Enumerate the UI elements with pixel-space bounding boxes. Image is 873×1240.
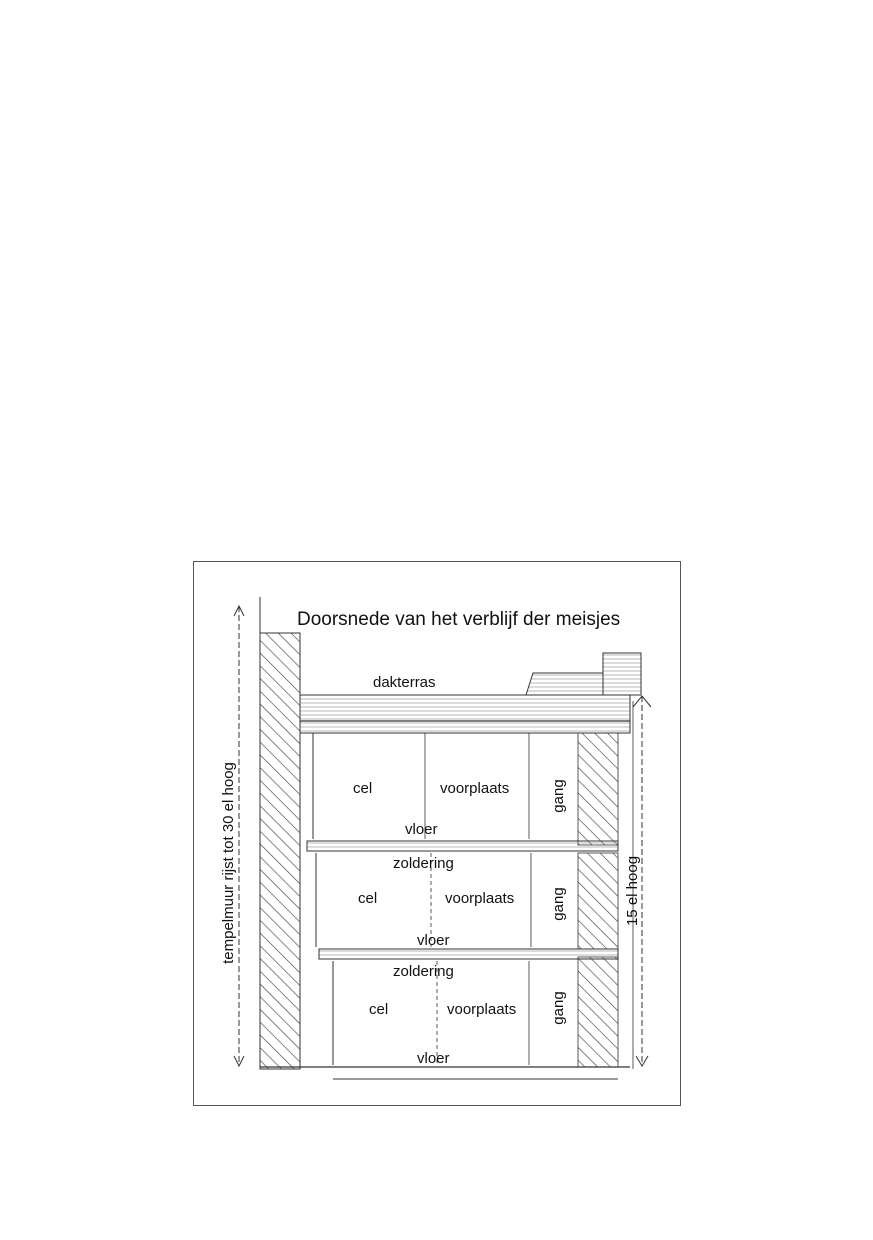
left-dimension-label: tempelmuur rijst tot 30 el hoog bbox=[220, 762, 237, 964]
right-wall-upper bbox=[578, 733, 618, 845]
cross-section-figure bbox=[193, 561, 681, 1106]
floor1-cel-label: cel bbox=[353, 780, 373, 797]
floor3-voorplaats-label: voorplaats bbox=[447, 1001, 517, 1018]
roof-label: dakterras bbox=[373, 674, 436, 691]
floor1-gang-label: gang bbox=[550, 779, 567, 813]
floor3-cel-label: cel bbox=[369, 1001, 389, 1018]
diagram-title: Doorsnede van het verblijf der meisjes bbox=[297, 609, 621, 630]
floor3-vloer-label: vloer bbox=[417, 1050, 450, 1067]
right-dimension-label: 15 el hoog bbox=[624, 855, 641, 927]
roof-step bbox=[526, 673, 603, 695]
floor3-zoldering-label: zoldering bbox=[393, 963, 454, 980]
floor2-cel-label: cel bbox=[358, 890, 378, 907]
floor1-voorplaats-label: voorplaats bbox=[440, 780, 510, 797]
temple-wall bbox=[260, 633, 300, 1069]
cross-section-drawing bbox=[193, 561, 681, 1106]
floor3-gang-label: gang bbox=[550, 991, 567, 1025]
roof-parapet bbox=[603, 653, 641, 695]
floor2-voorplaats-label: voorplaats bbox=[445, 890, 515, 907]
floor2-zoldering-label: zoldering bbox=[393, 855, 454, 872]
floor2-gang-label: gang bbox=[550, 887, 567, 921]
right-wall-lower bbox=[578, 957, 618, 1067]
floor1-slab bbox=[307, 841, 618, 851]
floor2-slab bbox=[319, 949, 618, 959]
right-wall-middle bbox=[578, 853, 618, 949]
floor2-vloer-label: vloer bbox=[417, 932, 450, 949]
floor1-vloer-label: vloer bbox=[405, 821, 438, 838]
roof-slab bbox=[300, 695, 630, 733]
